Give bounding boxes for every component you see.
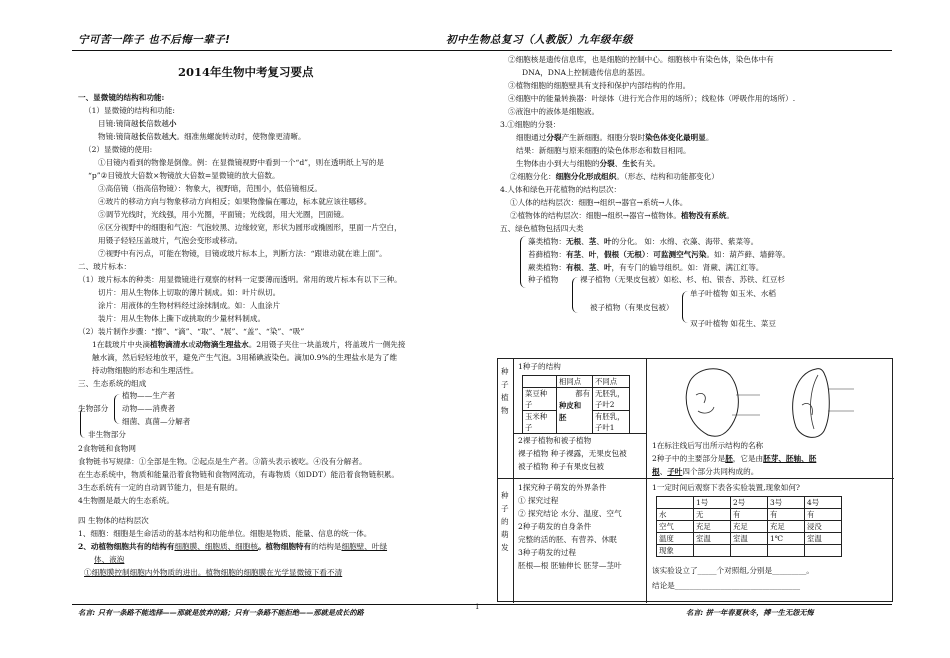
text-span: 目镜:镜筒越 [98, 119, 139, 128]
text-span: 无根 [565, 237, 582, 246]
text-span: 可监测空气污染 [653, 250, 707, 259]
text-line: 2种子萌发的自身条件 [518, 522, 592, 531]
text-line: 用镊子轻轻压盖玻片，气泡会变形或移动。 [98, 236, 243, 245]
text-span: 生长 [622, 159, 638, 168]
text-line: （1）显微镜的结构和功能: [84, 106, 175, 115]
monocot-text: 单子叶植物 如玉米、水稻 [690, 289, 776, 298]
text-span: 。细准焦螺旋转动时，使物像更清晰。 [176, 132, 306, 141]
table-cell: 浸没 [805, 521, 842, 533]
text-span: 的结构是 [311, 542, 342, 551]
text-line [78, 540, 478, 553]
eco-producer: 植物——生产者 [122, 391, 176, 400]
text-span: 分裂 [546, 133, 562, 142]
footer-quote-right: 名言: 拼一年春夏秋冬，搏一生无怨无悔 [686, 608, 814, 617]
text-span: 。如：葫芦藓、墙藓等。 [706, 250, 790, 259]
text-span: 、 [581, 237, 589, 246]
table-cell: 无 [694, 509, 731, 521]
text-line: 被子植物 种子有果皮包被 [518, 462, 604, 471]
text-span: 有茎 [565, 250, 582, 259]
gymnosperm-text: 裸子植物（无果皮包被）如松、杉、柏、银杏、苏铁、红豆杉 [580, 275, 786, 284]
germination-notes [518, 481, 622, 572]
text-span: ，有专门的输导组织。如：肾蕨、满江红等。 [611, 263, 764, 272]
brace [682, 291, 688, 323]
text-line: 3.①细胞的分裂： [500, 120, 561, 129]
text-line: 2裸子植物和被子植物 [518, 436, 592, 445]
text-line [508, 209, 893, 222]
page-number: 1 [475, 603, 480, 611]
text-line: DNA，DNA上控制遗传信息的基因。 [522, 68, 650, 77]
text-line: ④玻片的移动方向与物象移动方向相反；如果物像偏在哪边，标本就应该往哪移。 [98, 197, 372, 206]
text-span: 1在载玻片中央滴 [92, 340, 150, 349]
text-span: 、 [596, 237, 604, 246]
text-line: ⑤液泡中的液体是细胞液。 [508, 107, 600, 116]
page-title: 2014年生物中考复习要点 [178, 65, 314, 79]
text-span: 2、动植物细胞共有的结构有 [78, 542, 175, 551]
text-span: 有根 [565, 263, 582, 272]
text-line: “p”②目镜放大倍数×物镜放大倍数=显微镜的放大倍数。 [88, 171, 280, 180]
text-span: 叶 [588, 250, 597, 259]
text-line: ⑦视野中有污点，可能在物镜，目镜或玻片标本上，判断方法：“跟谁动就在谁上面”。 [98, 249, 387, 258]
germ-label-char: 发 [501, 543, 509, 552]
germ-row-label [501, 489, 511, 554]
text-span: 胚 [725, 454, 733, 463]
text-line: ①目镜内看到的物像是倒像。例：在显微镜视野中看到一个“d”，则在透明纸上写的是 [98, 158, 384, 167]
text-line: 切片：用从生物体上切取的薄片制成。如：叶片纵切。 [98, 288, 281, 297]
table-cell: 有 [805, 509, 842, 521]
text-line: 食物链书写规律：①全部是生物。②起点是生产者。③箭头表示被吃。④没有分解者。 [78, 457, 367, 466]
section-plants: 五、绿色植物包括四大类 [500, 224, 584, 233]
header-course-title: 初中生物总复习（人教版）九年级年级 [446, 34, 633, 46]
text-line: 触水滴，然后轻轻地放平，避免产生气泡。3用稀碘液染色。滴加0.9%的生理盐水是为了维 [92, 353, 398, 362]
text-line: （2）显微镜的使用: [84, 145, 153, 154]
text-span: 长 [138, 132, 147, 141]
text-span: 叶 [603, 237, 612, 246]
text-line [508, 248, 893, 261]
section-slides: 二、玻片标本： [78, 262, 132, 271]
text-line [78, 130, 478, 143]
seed-table [497, 358, 893, 602]
seed-label-char: 子 [501, 380, 509, 389]
text-line: ①细胞膜控制细胞内外物质的进出。植物细胞的细胞膜在光学显微镜下看不清 [84, 568, 343, 577]
table-cell: 充足 [768, 521, 805, 533]
seed-structure-title: 1种子的结构 [518, 362, 561, 371]
text-span: 叶 [603, 263, 612, 272]
table-cell [523, 376, 557, 388]
text-line [652, 465, 816, 478]
table-row [657, 521, 842, 533]
text-line: 胚根—根 胚轴伸长 胚芽—茎叶 [518, 561, 622, 570]
text-span: ， [596, 250, 604, 259]
seed-plants-label: 种子植物 [528, 275, 559, 284]
text-span: 分裂 [599, 159, 615, 168]
text-line: 在生态系统中，物质和能量沿着食物链和食物网流动，有毒物质（如DDT）能沿着食物链积累。 [78, 470, 399, 479]
text-span: 有胚乳， [595, 412, 625, 421]
header-rule [72, 50, 892, 51]
table-cell [694, 545, 731, 557]
text-line [78, 338, 478, 351]
text-line: 3生态系统有一定的自动调节能力，但是有限的。 [78, 483, 243, 492]
section-microscope: 一、显微镜的结构和功能: [78, 93, 165, 102]
brace [114, 394, 120, 424]
section-structure: 四 生物体的结构层次 [78, 516, 149, 525]
table-cell [805, 545, 842, 557]
footer-quote-left: 名言: 只有一条路不能选择——那就是放弃的路；只有一条路不能拒绝——那就是成长的路 [78, 608, 364, 617]
experiment-conclusion: 结论是_________________________________ [652, 581, 801, 590]
text-span: 根 [652, 467, 660, 476]
table-cell: 现象 [657, 545, 694, 557]
text-line: ③高倍镜（指高倍物镜）：物象大，视野暗，范围小，低倍镜相反。 [98, 184, 323, 193]
diff-corn [593, 411, 630, 434]
text-line: 3种子萌发的过程 [518, 548, 576, 557]
text-span: 种皮和 [559, 401, 582, 410]
text-span: 。（形态、结构和功能都变化） [616, 172, 719, 181]
row-corn: 玉米种子 [523, 411, 557, 434]
table-cell: 水 [657, 509, 694, 521]
bean-seed-outline [686, 369, 738, 436]
text-line: 1、细胞：细胞是生命活动的基本结构和功能单位。细胞是物质、能量、信息的统一体。 [78, 529, 372, 538]
same-cell [557, 388, 593, 434]
text-line: ⑤调节光线时，光线强，用小光圈，平面镜；光线弱，用大光圈，凹面镜。 [98, 210, 349, 219]
table-header: 不同点 [593, 376, 630, 388]
text-span: 细胞通过 [516, 133, 547, 142]
plant-classification [508, 274, 893, 346]
text-span: 2种子中的主要部分是 [652, 454, 726, 463]
table-row [657, 509, 842, 521]
text-line: （1）玻片标本的种类：用显微镜进行观察的材料一定要薄而透明。常用的玻片标本有以下三种。 [78, 275, 402, 284]
table-header: 相同点 [557, 376, 593, 388]
text-line: ④细胞中的能量转换器：叶绿体（进行光合作用的场所）；线粒体（呼吸作用的场所）. [508, 94, 796, 103]
row-bean: 菜豆种子 [523, 388, 557, 411]
text-span: 子叶 [667, 467, 683, 476]
text-span: 无胚乳， [595, 389, 625, 398]
text-line: 1探究种子萌发的外界条件 [518, 483, 607, 492]
text-line [78, 117, 478, 130]
text-span: 蕨类植物： [528, 263, 566, 272]
experiment-question: 该实验设立了_____个对照组,分别是_________。 [652, 566, 814, 575]
text-span: 、 [581, 250, 589, 259]
table-row [657, 497, 842, 509]
text-span: 茎 [588, 237, 597, 246]
eco-biotic: 生物部分 [78, 404, 109, 413]
text-line: 涂片：用液体的生物材料经过涂抹制成。如：人血涂片 [98, 301, 281, 310]
text-span: 的分化。 如：水绵、衣藻、海带、紫菜等。 [611, 237, 759, 246]
seed-compare-table [522, 375, 630, 434]
text-line: ①人体的结构层次：细胞→组织→器官→系统→人体。 [510, 198, 688, 207]
section-ecosystem: 三、生态系统的组成 [78, 379, 147, 388]
table-cell: 温度 [657, 533, 694, 545]
text-span: 物镜:镜筒越 [98, 132, 139, 141]
text-line: 2食物链和食物网 [78, 444, 136, 453]
table-row [657, 545, 842, 557]
text-line: ⑥区分视野中的细胞和气泡：气泡较黑、边缘较宽，形状为圆形或椭圆形，里面一片空白， [98, 223, 402, 232]
text-span: 苔藓植物： [528, 250, 566, 259]
table-cell: 充足 [694, 521, 731, 533]
text-span: 。植物细胞特有 [257, 542, 312, 551]
text-span: 有关。 [637, 159, 661, 168]
germ-label-char: 种 [501, 491, 509, 500]
germ-label-char: 子 [501, 504, 509, 513]
text-span: ： [645, 250, 654, 259]
diff-bean [593, 388, 630, 411]
table-cell [657, 497, 694, 509]
text-span: 长 [138, 119, 147, 128]
table-cell: 空气 [657, 521, 694, 533]
text-span: 染色体变化最明显 [645, 133, 706, 142]
text-span: 藻类植物： [528, 237, 566, 246]
text-span: 小 [168, 119, 177, 128]
table-cell: 室温 [731, 533, 768, 545]
text-span: 倍数越 [146, 119, 169, 128]
seed-label-char: 植 [501, 393, 509, 402]
text-span: ②植物体的结构层次：细胞→组织→器官→植物体。 [510, 211, 681, 220]
text-span: 大 [168, 132, 177, 141]
brace [572, 277, 578, 313]
ecosystem-diagram [78, 390, 478, 442]
text-span: 。 [726, 211, 735, 220]
experiment-title: 1一定时间后观察下表各实验装置,现象如何? [652, 483, 801, 492]
text-span: 胚 [559, 413, 567, 422]
dicot-text: 双子叶植物 如花生、菜豆 [690, 319, 776, 328]
table-cell [768, 545, 805, 557]
text-line [508, 235, 893, 248]
gymno-angio-compare [518, 434, 627, 473]
text-span: 植物没有系统 [680, 211, 727, 220]
table-cell: 1℃ [768, 533, 805, 545]
text-line: 4生物圈是最大的生态系统。 [78, 496, 174, 505]
text-span: 胚芽、胚轴、胚 [763, 454, 817, 463]
table-cell: 4号 [805, 497, 842, 509]
table-cell: 室温 [805, 533, 842, 545]
text-span: 茎 [588, 263, 597, 272]
text-span: 、 [659, 467, 668, 476]
text-line [508, 170, 893, 183]
table-row [657, 533, 842, 545]
text-line: （2）装片制作步骤：“擦”、“滴”、“取”、“展”、“盖”、“染”、“吸” [78, 327, 305, 336]
text-line: 裸子植物 种子裸露，无果皮包被 [518, 449, 627, 458]
table-cell: 有 [731, 509, 768, 521]
seed-label-char: 物 [501, 406, 509, 415]
text-line [508, 157, 893, 170]
text-line: ③植物细胞的细胞壁具有支持和保护内部结构的作用。 [508, 81, 691, 90]
text-line: ① 探究过程 [518, 496, 559, 505]
right-column [500, 53, 893, 346]
text-line: 持动物细胞的形态和生理活性。 [92, 366, 199, 375]
text-span: 生物体由小到大与细胞的 [516, 159, 600, 168]
text-line: ② 探究结论 水分、温度、空气 [518, 509, 622, 518]
seed-label-char: 种 [501, 367, 509, 376]
text-line [652, 452, 816, 465]
text-span: 、 [614, 159, 623, 168]
angiosperm-text: 被子植物（有果皮包被） [590, 303, 674, 312]
text-span: 、 [596, 263, 604, 272]
eco-decomposer: 细菌、真菌—分解者 [122, 417, 191, 426]
text-span: 。 [705, 133, 714, 142]
text-span: 都有 [575, 389, 590, 398]
text-span: 或 [187, 340, 196, 349]
text-span: ，它是由 [732, 454, 764, 463]
table-cell: 3号 [768, 497, 805, 509]
text-span: 细胞壁、叶绿 [341, 542, 388, 551]
experiment-table-body [657, 497, 842, 557]
eco-abiotic: 非生物部分 [88, 430, 126, 439]
brace [520, 236, 526, 288]
germ-label-char: 萌 [501, 530, 509, 539]
text-span: 子叶2 [595, 400, 615, 409]
divider [514, 478, 894, 479]
text-line: 体、液泡 [94, 555, 125, 564]
text-line [508, 131, 893, 144]
text-line: 4.人体和绿色开花植物的结构层次： [500, 185, 622, 194]
text-span: 四个部分共同构成的。 [682, 467, 759, 476]
text-span: 动物滴生理盐水 [195, 340, 249, 349]
text-span: 植物滴清水 [150, 340, 188, 349]
table-cell: 1号 [694, 497, 731, 509]
table-cell: 2号 [731, 497, 768, 509]
eco-consumer: 动物——消费者 [122, 404, 176, 413]
text-line: 装片：用从生物体上撕下或挑取的少量材料制成。 [98, 314, 266, 323]
text-span: 倍数越 [146, 132, 169, 141]
text-line: ②细胞核是遗传信息库，也是细胞的控制中心。细胞核中有染色体，染色体中有 [508, 55, 774, 64]
text-span: 细胞分化形成组织 [555, 172, 617, 181]
text-line: 1在标注线后写出所示结构的名称 [652, 441, 764, 450]
seed-illustration [668, 365, 878, 441]
table-cell: 有 [768, 509, 805, 521]
text-span: ②细胞分化： [510, 172, 556, 181]
text-span: 产生新细胞。细胞分裂时 [561, 133, 646, 142]
header-motto: 宁可苦一阵子 也不后悔一辈子! [78, 34, 231, 46]
table-cell: 充足 [731, 521, 768, 533]
text-span: 。2用镊子夹住一块盖玻片，将盖玻片一侧先接 [248, 340, 406, 349]
divider [646, 359, 647, 603]
experiment-table [656, 496, 842, 557]
left-column [78, 91, 478, 579]
text-span: 子叶1 [595, 423, 615, 432]
text-line: 结果：新细胞与原来细胞的染色体形态和数目相同。 [516, 146, 691, 155]
text-line: 完整的活的胚、有营养、休眠 [518, 535, 617, 544]
seed-row-label [501, 365, 511, 417]
table-cell: 室温 [694, 533, 731, 545]
seed-questions [652, 439, 816, 478]
text-span: 假根（无根） [603, 250, 646, 259]
table-cell [731, 545, 768, 557]
text-span: 细胞膜、细胞质、细胞核 [174, 542, 258, 551]
germ-label-char: 的 [501, 517, 509, 526]
text-span: 、 [581, 263, 589, 272]
